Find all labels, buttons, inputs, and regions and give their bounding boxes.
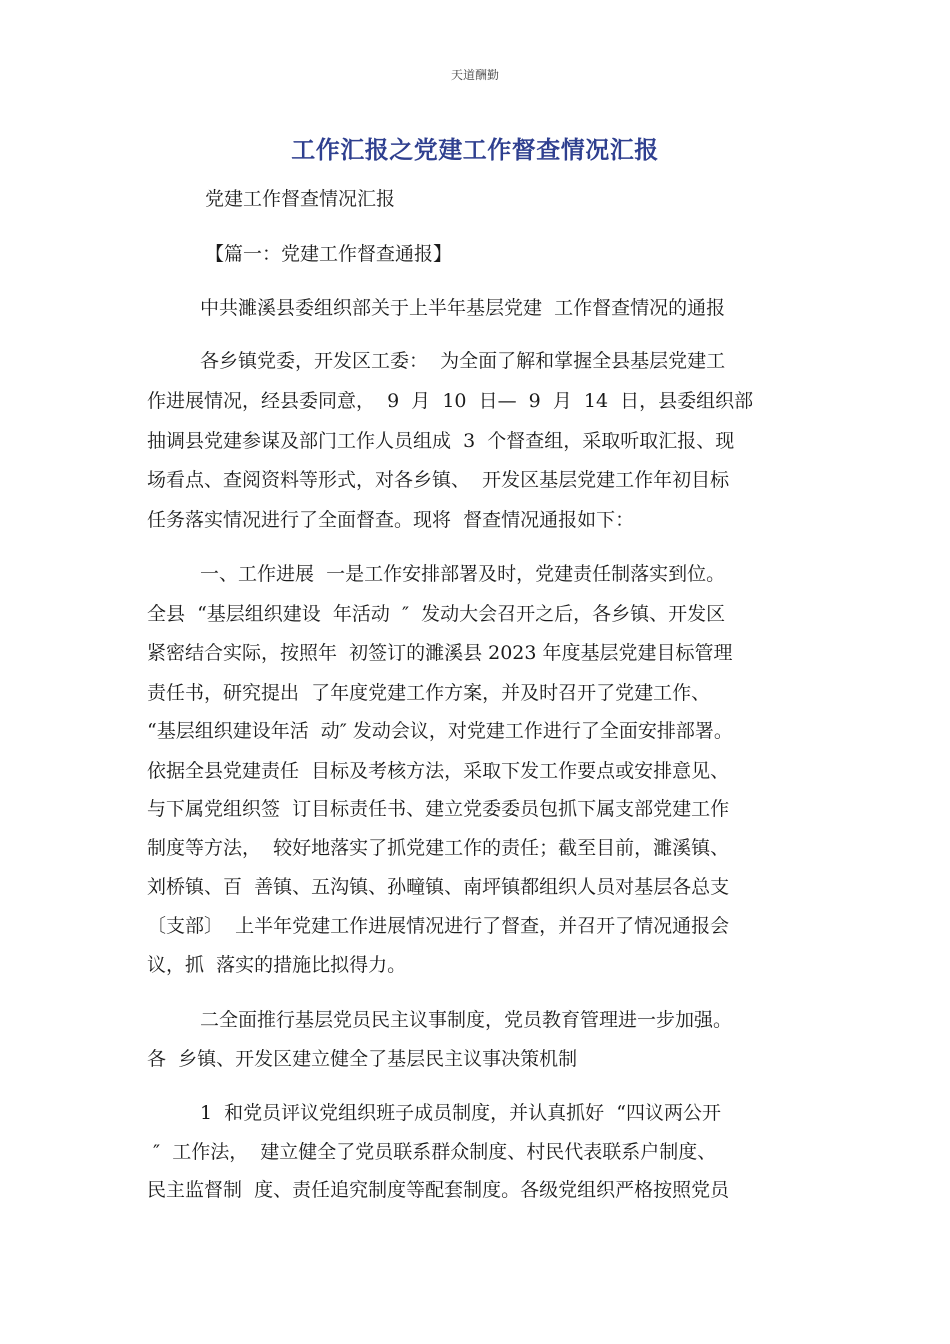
- paragraph-line: 1 和党员评议党组织班子成员制度，并认真抓好 “四议两公开: [200, 1102, 721, 1124]
- paragraph-line: 刘桥镇、百 善镇、五沟镇、孙疃镇、南坪镇都组织人员对基层各总支: [147, 876, 730, 898]
- paragraph-line: 民主监督制 度、责任追究制度等配套制度。各级党组织严格按照党员: [147, 1179, 730, 1201]
- paragraph-line: 抽调县党建参谋及部门工作人员组成 3 个督查组，采取听取汇报、现: [147, 430, 735, 452]
- paragraph-line: 与下属党组织签 订目标责任书、建立党委委员包抓下属支部党建工作: [147, 798, 730, 820]
- paragraph-line: 各乡镇党委，开发区工委： 为全面了解和掌握全县基层党建工: [200, 350, 726, 372]
- paragraph-line: 紧密结合实际，按照年 初签订的濉溪县 2023 年度基层党建目标管理: [147, 642, 733, 664]
- paragraph-line: 二全面推行基层党员民主议事制度，党员教育管理进一步加强。: [200, 1009, 733, 1031]
- paragraph-line: 依据全县党建责任 目标及考核方法，采取下发工作要点或安排意见、: [147, 760, 730, 782]
- paragraph-line: ″ 工作法， 建立健全了党员联系群众制度、村民代表联系户制度、: [147, 1141, 717, 1163]
- paragraph-line: 各 乡镇、开发区建立健全了基层民主议事决策机制: [147, 1048, 578, 1070]
- paragraph-line: 责任书，研究提出 了年度党建工作方案，并及时召开了党建工作、: [147, 682, 711, 704]
- paragraph-line: 〔支部〕 上半年党建工作进展情况进行了督查，并召开了情况通报会: [147, 915, 730, 937]
- notice-title: 中共濉溪县委组织部关于上半年基层党建 工作督查情况的通报: [200, 297, 726, 319]
- paragraph-line: 作进展情况，经县委同意， 9 月 10 日— 9 月 14 日，县委组织部: [147, 390, 754, 412]
- paragraph-line: 全县 “基层组织建设 年活动 ″ 发动大会召开之后，各乡镇、开发区: [147, 603, 726, 625]
- paragraph-line: 任务落实情况进行了全面督查。现将 督查情况通报如下：: [147, 509, 635, 531]
- paragraph-line: 制度等方法， 较好地落实了抓党建工作的责任；截至目前，濉溪镇、: [147, 837, 730, 859]
- paragraph-line: “基层组织建设年活 动″ 发动会议，对党建工作进行了全面安排部署。: [147, 720, 733, 742]
- paragraph-line: 议，抓 落实的措施比拟得力。: [147, 954, 407, 976]
- paragraph-line: 一、工作进展 一是工作安排部署及时，党建责任制落实到位。: [200, 563, 726, 585]
- header-mark: 天道酬勤: [450, 68, 499, 82]
- subtitle: 党建工作督查情况汇报: [205, 188, 396, 210]
- page-title: 工作汇报之党建工作督查情况汇报: [291, 136, 659, 164]
- section-heading: 【篇一：党建工作督查通报】: [205, 243, 453, 265]
- paragraph-line: 场看点、查阅资料等形式，对各乡镇、 开发区基层党建工作年初目标: [147, 469, 730, 491]
